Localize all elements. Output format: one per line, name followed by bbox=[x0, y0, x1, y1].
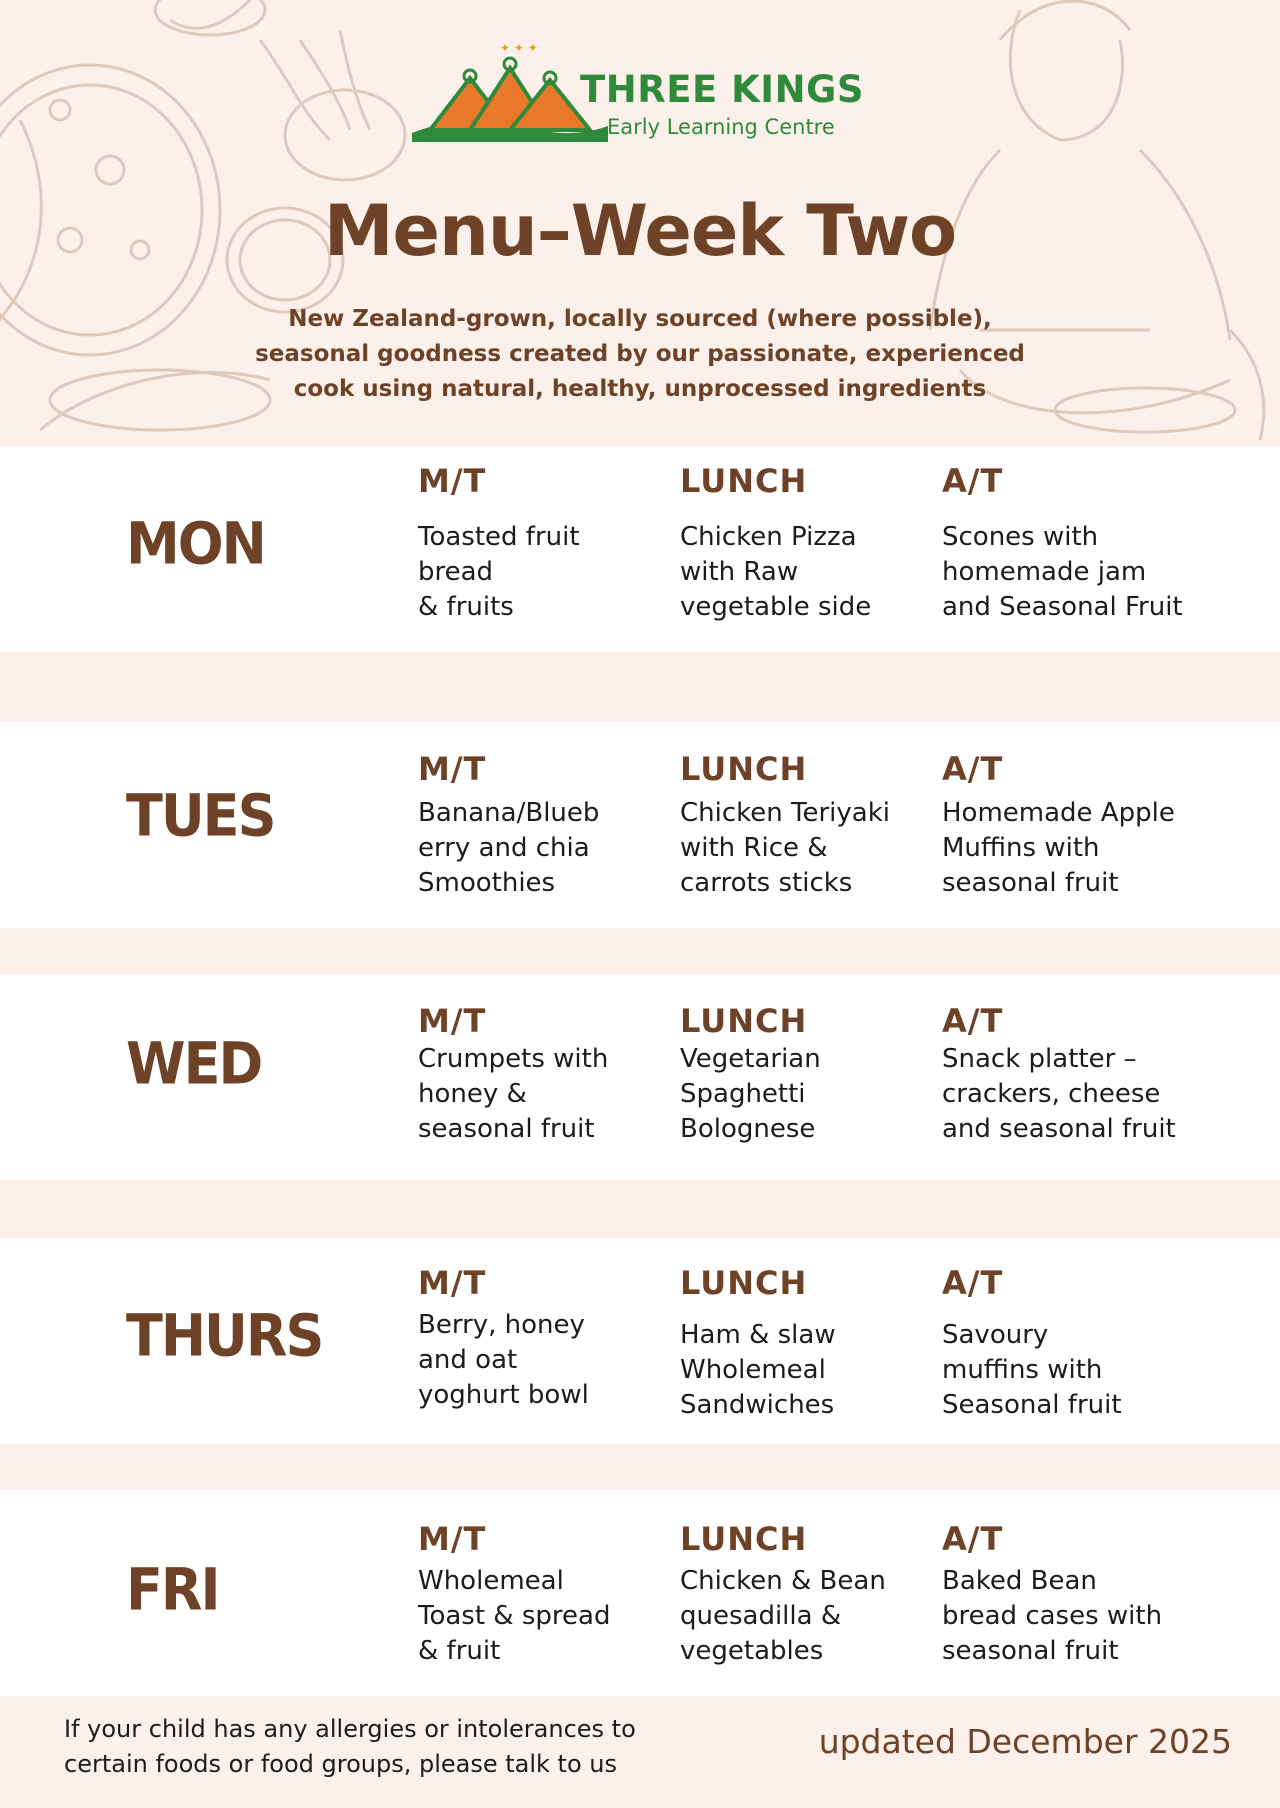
at-item: Scones with homemade jam and Seasonal Fruit bbox=[942, 522, 1183, 622]
lunch-column bbox=[680, 462, 930, 625]
lunch-column bbox=[680, 1520, 930, 1669]
mt-header: M/T bbox=[418, 1002, 487, 1040]
at-column bbox=[942, 750, 1242, 901]
menu-row-tues bbox=[0, 722, 1280, 928]
mt-header: M/T bbox=[418, 1520, 487, 1558]
at-header: A/T bbox=[942, 1002, 1004, 1040]
at-item: Baked Bean bread cases with seasonal fruit bbox=[942, 1566, 1163, 1666]
svg-text:✦ ✦ ✦: ✦ ✦ ✦ bbox=[500, 41, 538, 55]
lunch-header: LUNCH bbox=[680, 1264, 808, 1302]
at-header: A/T bbox=[942, 462, 1004, 500]
lunch-header: LUNCH bbox=[680, 1520, 808, 1558]
allergy-note: If your child has any allergies or intolerances to certain foods or food groups, please talk to us bbox=[64, 1715, 636, 1778]
day-label: FRI bbox=[126, 1555, 219, 1624]
subtitle-line: New Zealand-grown, locally sourced (where possible), bbox=[288, 306, 992, 332]
at-header: A/T bbox=[942, 750, 1004, 788]
lunch-column bbox=[680, 1002, 930, 1147]
mt-header: M/T bbox=[418, 750, 487, 788]
menu-row-mon bbox=[0, 446, 1280, 652]
menu-row-wed bbox=[0, 974, 1280, 1180]
subtitle-line: cook using natural, healthy, unprocessed ingredients bbox=[293, 376, 987, 402]
page-title: Menu–Week Two bbox=[323, 190, 957, 272]
menu-row-fri bbox=[0, 1490, 1280, 1696]
day-label: MON bbox=[126, 509, 265, 578]
day-label: WED bbox=[126, 1029, 262, 1098]
mt-header: M/T bbox=[418, 1264, 487, 1302]
lunch-item: Chicken & Bean quesadilla & vegetables bbox=[680, 1566, 886, 1666]
logo-title: THREE KINGS bbox=[580, 68, 865, 111]
mt-item: Crumpets with honey & seasonal fruit bbox=[418, 1044, 609, 1144]
mt-header: M/T bbox=[418, 462, 487, 500]
subtitle bbox=[240, 302, 1040, 407]
day-label: TUES bbox=[126, 781, 275, 850]
at-item: Savoury muffins with Seasonal fruit bbox=[942, 1320, 1122, 1420]
lunch-column bbox=[680, 750, 930, 901]
mt-column bbox=[418, 750, 668, 901]
at-item: Homemade Apple Muffins with seasonal fruit bbox=[942, 798, 1175, 898]
mt-item: Toasted fruit bread & fruits bbox=[418, 522, 580, 622]
lunch-item: Vegetarian Spaghetti Bolognese bbox=[680, 1044, 821, 1144]
lunch-header: LUNCH bbox=[680, 1002, 808, 1040]
at-column bbox=[942, 1002, 1242, 1147]
lunch-item: Chicken Pizza with Raw vegetable side bbox=[680, 522, 872, 622]
menu-row-thurs bbox=[0, 1238, 1280, 1444]
lunch-header: LUNCH bbox=[680, 750, 808, 788]
lunch-header: LUNCH bbox=[680, 462, 808, 500]
at-item: Snack platter – crackers, cheese and seasonal fruit bbox=[942, 1044, 1176, 1144]
at-header: A/T bbox=[942, 1264, 1004, 1302]
mt-column bbox=[418, 1002, 668, 1147]
lunch-item: Ham & slaw Wholemeal Sandwiches bbox=[680, 1320, 836, 1420]
at-column bbox=[942, 1520, 1242, 1669]
mt-column bbox=[418, 1264, 668, 1413]
at-header: A/T bbox=[942, 1520, 1004, 1558]
mt-item: Banana/Blueb erry and chia Smoothies bbox=[418, 798, 600, 898]
mt-item: Berry, honey and oat yoghurt bowl bbox=[418, 1310, 589, 1410]
mt-column bbox=[418, 462, 668, 625]
mt-item: Wholemeal Toast & spread & fruit bbox=[418, 1566, 611, 1666]
updated-date: updated December 2025 bbox=[818, 1722, 1232, 1761]
three-kings-logo bbox=[410, 38, 865, 148]
header bbox=[0, 0, 1280, 446]
mt-column bbox=[418, 1520, 668, 1669]
at-column bbox=[942, 1264, 1242, 1423]
lunch-item: Chicken Teriyaki with Rice & carrots sticks bbox=[680, 798, 890, 898]
lunch-column bbox=[680, 1264, 930, 1423]
at-column bbox=[942, 462, 1242, 625]
logo-tagline: Early Learning Centre bbox=[607, 115, 835, 139]
day-label: THURS bbox=[126, 1301, 323, 1370]
subtitle-line: seasonal goodness created by our passionate, experienced bbox=[255, 341, 1025, 367]
